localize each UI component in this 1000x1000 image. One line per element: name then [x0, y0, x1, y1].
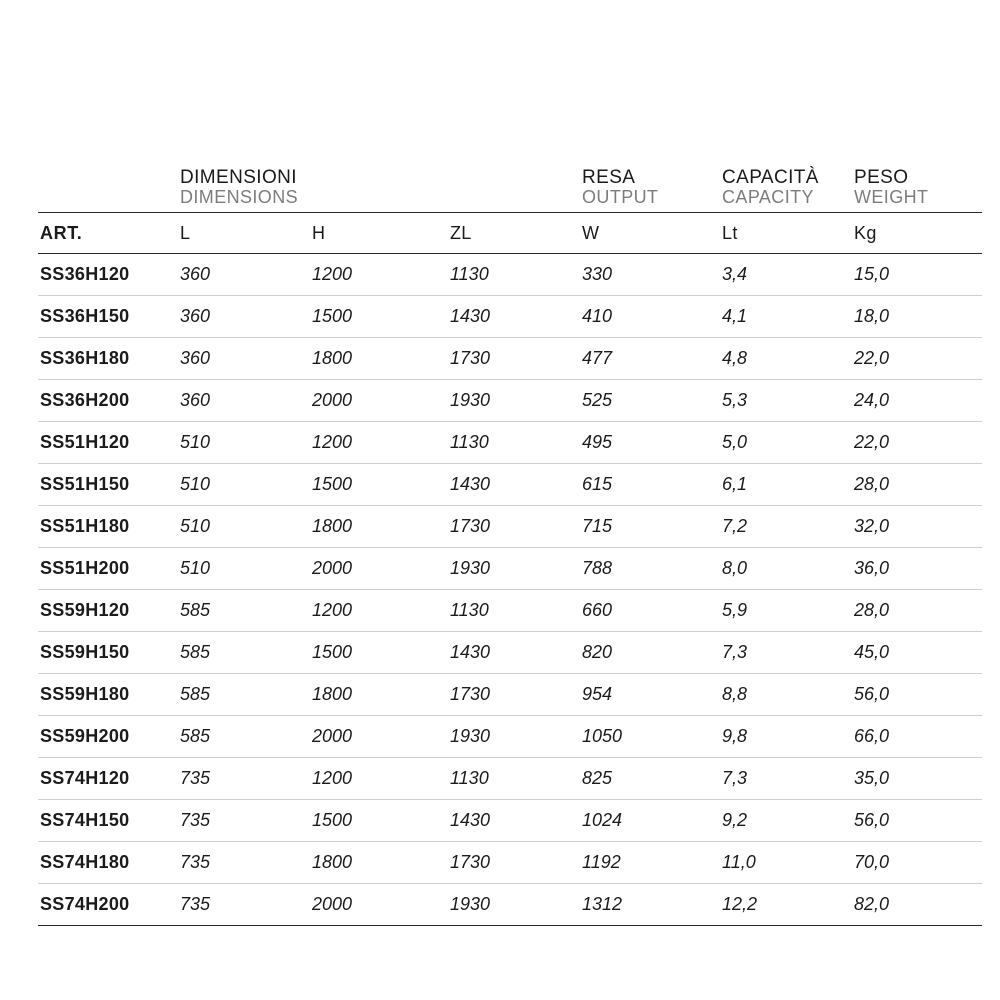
- cell-kg: 56,0: [852, 674, 982, 716]
- cell-l: 585: [178, 674, 310, 716]
- table-body: [38, 254, 982, 926]
- table-row: [38, 842, 982, 884]
- cell-w: 825: [580, 758, 720, 800]
- cell-art: SS74H120: [38, 758, 178, 800]
- column-header-w: W: [580, 213, 720, 254]
- cell-kg: 70,0: [852, 842, 982, 884]
- cell-l: 585: [178, 632, 310, 674]
- cell-zl: 1930: [448, 716, 580, 758]
- cell-lt: 9,2: [720, 800, 852, 842]
- group-label-it: DIMENSIONI: [180, 167, 297, 188]
- cell-lt: 3,4: [720, 254, 852, 296]
- cell-art: SS36H150: [38, 296, 178, 338]
- cell-art: SS36H200: [38, 380, 178, 422]
- cell-w: 495: [580, 422, 720, 464]
- table-row: [38, 632, 982, 674]
- group-label-it: PESO: [854, 167, 909, 188]
- table-row: [38, 674, 982, 716]
- group-label-en: WEIGHT: [854, 187, 929, 207]
- table-row: [38, 464, 982, 506]
- cell-zl: 1130: [448, 422, 580, 464]
- table-row: [38, 884, 982, 926]
- group-header-weight: [852, 168, 982, 213]
- group-label-en: CAPACITY: [722, 187, 814, 207]
- cell-art: SS59H150: [38, 632, 178, 674]
- cell-kg: 15,0: [852, 254, 982, 296]
- table-row: [38, 338, 982, 380]
- cell-zl: 1930: [448, 548, 580, 590]
- cell-lt: 8,0: [720, 548, 852, 590]
- cell-l: 735: [178, 800, 310, 842]
- cell-h: 1800: [310, 674, 448, 716]
- cell-zl: 1730: [448, 674, 580, 716]
- cell-w: 954: [580, 674, 720, 716]
- cell-h: 2000: [310, 884, 448, 926]
- cell-l: 735: [178, 842, 310, 884]
- cell-art: SS74H200: [38, 884, 178, 926]
- cell-h: 1500: [310, 464, 448, 506]
- cell-w: 615: [580, 464, 720, 506]
- cell-h: 1800: [310, 842, 448, 884]
- cell-zl: 1930: [448, 884, 580, 926]
- cell-kg: 66,0: [852, 716, 982, 758]
- cell-lt: 5,0: [720, 422, 852, 464]
- cell-zl: 1430: [448, 800, 580, 842]
- table-row: [38, 380, 982, 422]
- cell-lt: 4,1: [720, 296, 852, 338]
- cell-kg: 18,0: [852, 296, 982, 338]
- cell-l: 735: [178, 884, 310, 926]
- cell-zl: 1430: [448, 296, 580, 338]
- cell-l: 360: [178, 254, 310, 296]
- cell-h: 1500: [310, 632, 448, 674]
- cell-lt: 8,8: [720, 674, 852, 716]
- cell-lt: 4,8: [720, 338, 852, 380]
- cell-l: 735: [178, 758, 310, 800]
- cell-h: 2000: [310, 548, 448, 590]
- cell-w: 477: [580, 338, 720, 380]
- cell-art: SS51H120: [38, 422, 178, 464]
- cell-zl: 1430: [448, 464, 580, 506]
- cell-lt: 6,1: [720, 464, 852, 506]
- cell-zl: 1130: [448, 590, 580, 632]
- cell-w: 660: [580, 590, 720, 632]
- cell-h: 1200: [310, 590, 448, 632]
- cell-art: SS74H180: [38, 842, 178, 884]
- cell-h: 2000: [310, 716, 448, 758]
- cell-h: 1200: [310, 758, 448, 800]
- table-row: [38, 422, 982, 464]
- cell-l: 510: [178, 506, 310, 548]
- cell-kg: 45,0: [852, 632, 982, 674]
- cell-kg: 22,0: [852, 338, 982, 380]
- group-label-en: DIMENSIONS: [180, 187, 299, 207]
- column-header-row: [38, 213, 982, 254]
- cell-w: 1050: [580, 716, 720, 758]
- cell-art: SS59H180: [38, 674, 178, 716]
- cell-zl: 1130: [448, 254, 580, 296]
- table-row: [38, 254, 982, 296]
- table-row: [38, 506, 982, 548]
- cell-lt: 7,3: [720, 632, 852, 674]
- group-header-output: [580, 168, 720, 213]
- cell-l: 585: [178, 590, 310, 632]
- cell-kg: 36,0: [852, 548, 982, 590]
- specifications-table: [38, 168, 982, 926]
- table-row: [38, 548, 982, 590]
- table-row: [38, 758, 982, 800]
- group-header-dimensions: [178, 168, 580, 213]
- cell-h: 2000: [310, 380, 448, 422]
- cell-h: 1500: [310, 800, 448, 842]
- cell-lt: 5,3: [720, 380, 852, 422]
- cell-l: 510: [178, 548, 310, 590]
- cell-h: 1500: [310, 296, 448, 338]
- cell-h: 1800: [310, 506, 448, 548]
- table-row: [38, 590, 982, 632]
- cell-w: 820: [580, 632, 720, 674]
- cell-art: SS59H120: [38, 590, 178, 632]
- column-header-lt: Lt: [720, 213, 852, 254]
- column-header-art: ART.: [38, 213, 178, 254]
- cell-zl: 1130: [448, 758, 580, 800]
- cell-w: 1024: [580, 800, 720, 842]
- group-header-row: [38, 168, 982, 213]
- cell-art: SS51H200: [38, 548, 178, 590]
- group-label-en: OUTPUT: [582, 187, 659, 207]
- cell-kg: 82,0: [852, 884, 982, 926]
- cell-l: 360: [178, 338, 310, 380]
- cell-w: 330: [580, 254, 720, 296]
- cell-art: SS74H150: [38, 800, 178, 842]
- cell-zl: 1730: [448, 506, 580, 548]
- cell-w: 715: [580, 506, 720, 548]
- cell-lt: 9,8: [720, 716, 852, 758]
- group-label-it: RESA: [582, 167, 636, 188]
- cell-lt: 5,9: [720, 590, 852, 632]
- cell-kg: 32,0: [852, 506, 982, 548]
- table-row: [38, 716, 982, 758]
- column-header-l: L: [178, 213, 310, 254]
- cell-h: 1200: [310, 254, 448, 296]
- cell-kg: 24,0: [852, 380, 982, 422]
- column-header-h: H: [310, 213, 448, 254]
- cell-kg: 28,0: [852, 590, 982, 632]
- cell-l: 510: [178, 422, 310, 464]
- cell-w: 525: [580, 380, 720, 422]
- cell-kg: 28,0: [852, 464, 982, 506]
- group-label-it: CAPACITÀ: [722, 167, 819, 188]
- cell-kg: 56,0: [852, 800, 982, 842]
- column-header-zl: ZL: [448, 213, 580, 254]
- cell-l: 510: [178, 464, 310, 506]
- cell-zl: 1430: [448, 632, 580, 674]
- cell-l: 585: [178, 716, 310, 758]
- cell-art: SS59H200: [38, 716, 178, 758]
- cell-art: SS36H120: [38, 254, 178, 296]
- cell-lt: 7,2: [720, 506, 852, 548]
- cell-zl: 1730: [448, 842, 580, 884]
- cell-h: 1800: [310, 338, 448, 380]
- table-row: [38, 296, 982, 338]
- cell-art: SS51H150: [38, 464, 178, 506]
- cell-l: 360: [178, 296, 310, 338]
- cell-art: SS36H180: [38, 338, 178, 380]
- cell-l: 360: [178, 380, 310, 422]
- column-header-kg: Kg: [852, 213, 982, 254]
- cell-lt: 11,0: [720, 842, 852, 884]
- group-header-capacity: [720, 168, 852, 213]
- cell-zl: 1730: [448, 338, 580, 380]
- cell-w: 1192: [580, 842, 720, 884]
- cell-lt: 7,3: [720, 758, 852, 800]
- cell-h: 1200: [310, 422, 448, 464]
- cell-kg: 22,0: [852, 422, 982, 464]
- group-header-art: [38, 168, 178, 213]
- cell-kg: 35,0: [852, 758, 982, 800]
- cell-art: SS51H180: [38, 506, 178, 548]
- cell-w: 788: [580, 548, 720, 590]
- cell-zl: 1930: [448, 380, 580, 422]
- cell-w: 1312: [580, 884, 720, 926]
- cell-lt: 12,2: [720, 884, 852, 926]
- table-row: [38, 800, 982, 842]
- cell-w: 410: [580, 296, 720, 338]
